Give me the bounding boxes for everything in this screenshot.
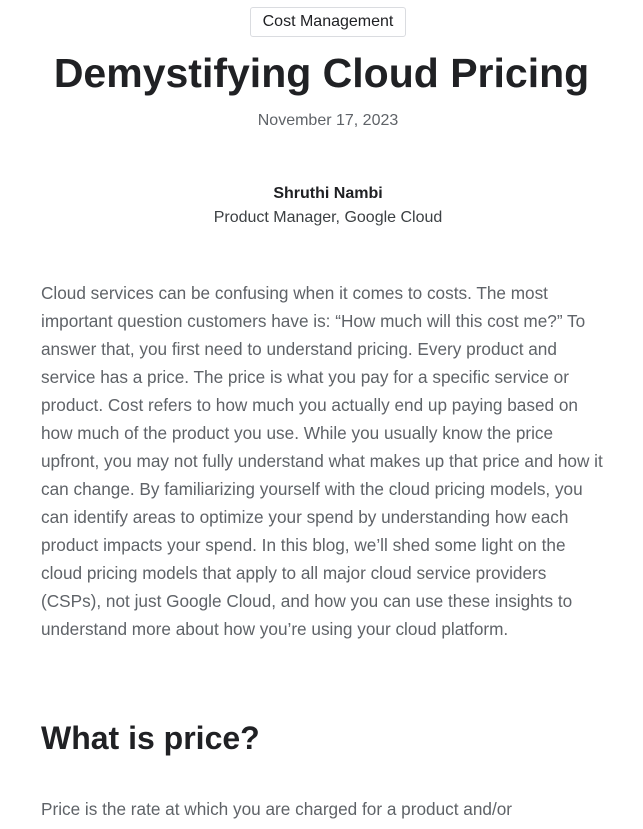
author-role: Product Manager, Google Cloud bbox=[213, 209, 443, 226]
publish-date: November 17, 2023 bbox=[257, 112, 399, 129]
section-heading: What is price? bbox=[41, 720, 260, 756]
category-tag-link[interactable]: Cost Management bbox=[250, 7, 406, 37]
section-paragraph: Price is the rate at which you are charged for a product and/or bbox=[41, 799, 513, 819]
author-name: Shruthi Nambi bbox=[273, 185, 383, 202]
article-title: Demystifying Cloud Pricing bbox=[53, 50, 590, 96]
intro-paragraph: Cloud services can be confusing when it comes to costs. The most important question customers have is: “How much will this cost me?” To answer that, you first need to understand pricing. Every product and service has a price. The price is what you pay for a specific service or product. Cost refers to how much you actually end up paying based on how much of the product you use. While you usually know the price upfront, you may not fully understand what makes up that price and how it can change. By familiarizing yourself with the cloud pricing models, you can identify areas to optimize your spend by understanding how each product impacts your spend. In this blog, we’ll shed some light on the cloud pricing models that apply to all major cloud service providers (CSPs), not just Google Cloud, and how you can use these insights to understand more about how you’re using your cloud platform. bbox=[41, 283, 603, 639]
